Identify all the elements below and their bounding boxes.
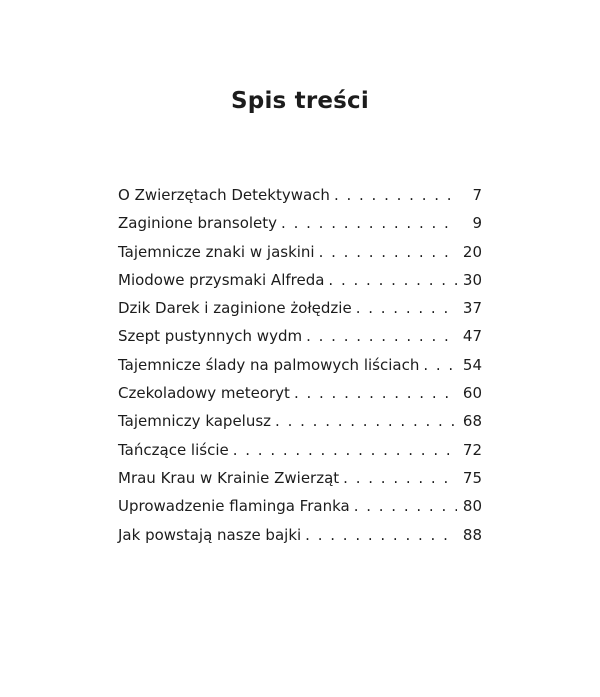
entry-title: Tańczące liście [118, 440, 229, 459]
dot-leader [328, 271, 456, 289]
entry-page-number: 88 [462, 525, 482, 544]
toc-entry [118, 497, 482, 525]
entry-page-number: 72 [462, 440, 482, 459]
entry-title: Jak powstają nasze bajki [118, 525, 302, 544]
table-of-contents [118, 186, 482, 554]
entry-title: Szept pustynnych wydm [118, 327, 303, 346]
toc-entry [118, 243, 482, 271]
toc-entry [118, 186, 482, 214]
dot-leader [334, 186, 458, 204]
entry-page-number: 20 [462, 242, 482, 261]
entry-page-number: 54 [462, 355, 482, 374]
toc-entry [118, 384, 482, 412]
toc-entry [118, 469, 482, 497]
entry-title: Tajemnicze ślady na palmowych liściach [118, 355, 420, 374]
toc-entry [118, 412, 482, 440]
dot-leader [233, 441, 457, 459]
entry-page-number: 9 [472, 214, 482, 233]
entry-title: Czekoladowy meteoryt [118, 384, 290, 403]
entry-title: Miodowe przysmaki Alfreda [118, 270, 325, 289]
entry-title: O Zwierzętach Detektywach [118, 186, 330, 204]
entry-page-number: 37 [462, 299, 482, 318]
dot-leader [281, 214, 458, 232]
entry-page-number: 30 [462, 270, 482, 289]
dot-leader [305, 526, 457, 544]
dot-leader [354, 497, 457, 515]
entry-page-number: 47 [462, 327, 482, 346]
entry-page-number: 80 [462, 497, 482, 516]
entry-page-number: 60 [462, 384, 482, 403]
entry-page-number: 68 [462, 412, 482, 431]
page-title: Spis treści [231, 88, 369, 114]
entry-page-number: 75 [462, 468, 482, 487]
toc-entry [118, 441, 482, 469]
toc-entry [118, 526, 482, 554]
dot-leader [306, 327, 457, 345]
toc-entry [118, 299, 482, 327]
entry-title: Tajemniczy kapelusz [118, 412, 272, 431]
dot-leader [275, 412, 457, 430]
toc-entry [118, 214, 482, 242]
toc-entry [118, 271, 482, 299]
dot-leader [319, 243, 457, 261]
dot-leader [343, 469, 457, 487]
dot-leader [294, 384, 457, 402]
toc-entry [118, 356, 482, 384]
dot-leader [356, 299, 457, 317]
dot-leader [423, 356, 457, 374]
toc-entry [118, 327, 482, 355]
entry-title: Zaginione bransolety [118, 214, 278, 233]
entry-title: Mrau Krau w Krainie Zwierząt [118, 468, 340, 487]
entry-title: Tajemnicze znaki w jaskini [118, 242, 315, 261]
entry-title: Uprowadzenie flaminga Franka [118, 497, 350, 516]
entry-title: Dzik Darek i zaginione żołędzie [118, 299, 352, 318]
entry-page-number: 7 [472, 186, 482, 204]
